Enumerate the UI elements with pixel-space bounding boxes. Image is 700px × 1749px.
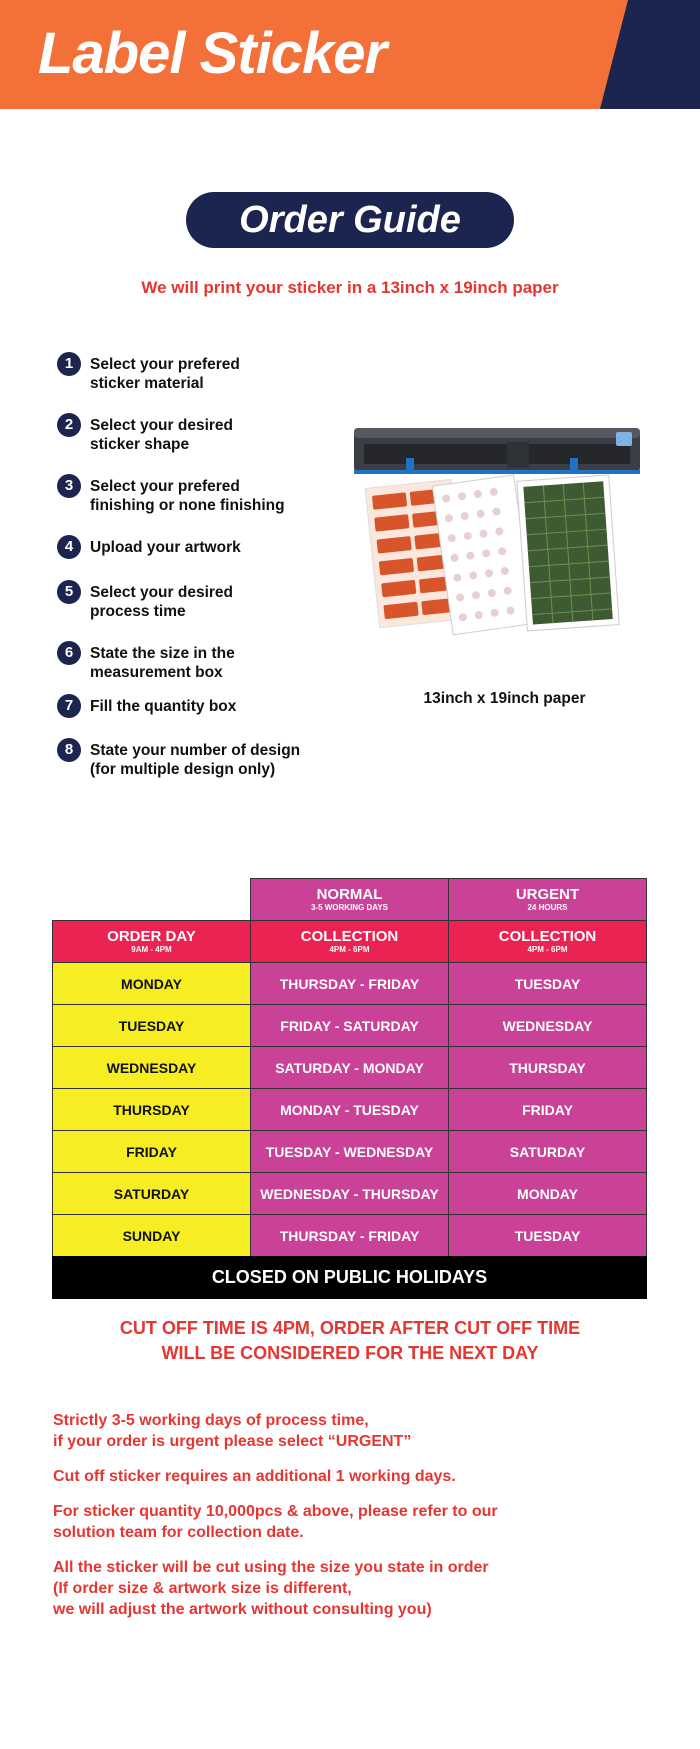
step-number-badge: 6 bbox=[57, 641, 81, 665]
step-text: Select your prefered finishing or none finishing bbox=[90, 478, 285, 514]
table-cell-urgent: FRIDAY bbox=[448, 1088, 647, 1131]
sticker-printer-illustration bbox=[352, 422, 642, 647]
step-number-badge: 7 bbox=[57, 694, 81, 718]
table-cell-urgent: WEDNESDAY bbox=[448, 1004, 647, 1047]
step-item bbox=[57, 641, 235, 682]
table-cell-normal: MONDAY - TUESDAY bbox=[250, 1088, 449, 1131]
table-cell-normal: FRIDAY - SATURDAY bbox=[250, 1004, 449, 1047]
step-item bbox=[57, 352, 240, 393]
step-item bbox=[57, 413, 233, 454]
collection-normal-header: COLLECTION 4PM - 6PM bbox=[250, 920, 449, 963]
step-text: State the size in the measurement box bbox=[90, 645, 235, 681]
table-cell-normal: THURSDAY - FRIDAY bbox=[250, 1214, 449, 1257]
step-number-badge: 4 bbox=[57, 535, 81, 559]
collection-urgent-header: COLLECTION 4PM - 6PM bbox=[448, 920, 647, 963]
order-guide-title: Order Guide bbox=[186, 192, 514, 248]
table-cell-urgent: SATURDAY bbox=[448, 1130, 647, 1173]
normal-header: NORMAL 3-5 WORKING DAYS bbox=[250, 878, 449, 921]
table-cell-urgent: THURSDAY bbox=[448, 1046, 647, 1089]
page-title: Label Sticker bbox=[38, 21, 387, 86]
step-number-badge: 1 bbox=[57, 352, 81, 376]
paper-size-note: We will print your sticker in a 13inch x 19inch paper bbox=[141, 278, 559, 297]
public-holidays-notice: CLOSED ON PUBLIC HOLIDAYS bbox=[52, 1256, 647, 1299]
step-item bbox=[57, 580, 233, 621]
table-cell-normal: SATURDAY - MONDAY bbox=[250, 1046, 449, 1089]
note-cut-size: All the sticker will be cut using the size you state in order (If order size & artwork size is different, we will adjust the artwork without consulting you) bbox=[53, 1559, 489, 1618]
step-text: Upload your artwork bbox=[90, 539, 241, 556]
terms-notes bbox=[53, 1410, 673, 1620]
table-cell-day: MONDAY bbox=[52, 962, 251, 1005]
table-cell-urgent: TUESDAY bbox=[448, 1214, 647, 1257]
step-number-badge: 2 bbox=[57, 413, 81, 437]
note-process-time: Strictly 3-5 working days of process time, if your order is urgent please select “URGENT” bbox=[53, 1412, 412, 1450]
table-cell-normal: TUESDAY - WEDNESDAY bbox=[250, 1130, 449, 1173]
step-text: Select your desired process time bbox=[90, 584, 234, 620]
step-item bbox=[57, 535, 241, 559]
urgent-header: URGENT 24 HOURS bbox=[448, 878, 647, 921]
step-item bbox=[57, 474, 285, 515]
sticker-sheets-icon bbox=[365, 475, 619, 635]
step-item bbox=[57, 694, 236, 718]
step-number-badge: 5 bbox=[57, 580, 81, 604]
step-number-badge: 3 bbox=[57, 474, 81, 498]
step-text: State your number of design (for multiple design only) bbox=[90, 742, 301, 778]
step-text: Select your desired sticker shape bbox=[90, 417, 234, 453]
table-cell-day: THURSDAY bbox=[52, 1088, 251, 1131]
table-cell-day: WEDNESDAY bbox=[52, 1046, 251, 1089]
step-text: Fill the quantity box bbox=[90, 698, 237, 715]
header-banner bbox=[0, 0, 700, 109]
step-number-badge: 8 bbox=[57, 738, 81, 762]
note-large-quantity: For sticker quantity 10,000pcs & above, please refer to our solution team for collection date. bbox=[53, 1503, 498, 1541]
cutoff-notice: CUT OFF TIME IS 4PM, ORDER AFTER CUT OFF TIME WILL BE CONSIDERED FOR THE NEXT DAY bbox=[119, 1318, 581, 1363]
step-item bbox=[57, 738, 300, 779]
order-day-header: ORDER DAY 9AM - 4PM bbox=[52, 920, 251, 963]
step-text: Select your prefered sticker material bbox=[90, 356, 240, 392]
table-cell-day: TUESDAY bbox=[52, 1004, 251, 1047]
printer-caption: 13inch x 19inch paper bbox=[423, 690, 586, 707]
cutter-machine-icon bbox=[354, 428, 640, 474]
table-cell-day: SATURDAY bbox=[52, 1172, 251, 1215]
table-cell-urgent: TUESDAY bbox=[448, 962, 647, 1005]
table-cell-day: SUNDAY bbox=[52, 1214, 251, 1257]
note-cut-off-sticker: Cut off sticker requires an additional 1 working days. bbox=[53, 1468, 456, 1485]
banner-accent bbox=[600, 0, 700, 109]
table-cell-urgent: MONDAY bbox=[448, 1172, 647, 1215]
table-cell-normal: THURSDAY - FRIDAY bbox=[250, 962, 449, 1005]
table-cell-normal: WEDNESDAY - THURSDAY bbox=[250, 1172, 449, 1215]
table-cell-day: FRIDAY bbox=[52, 1130, 251, 1173]
